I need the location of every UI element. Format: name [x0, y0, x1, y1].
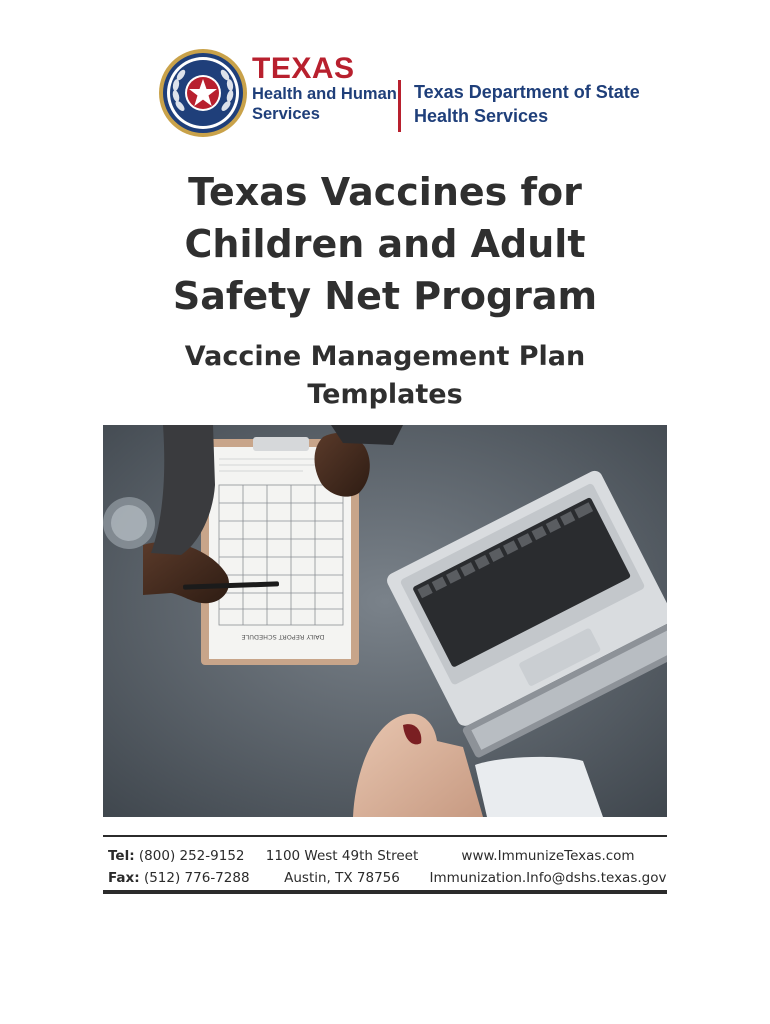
header-logos	[0, 44, 770, 140]
footer-rule-bottom	[103, 890, 667, 894]
address-line-1: 1100 West 49th Street	[265, 848, 419, 864]
hhs-logo-line2: Health and Human	[252, 85, 397, 103]
tel-label: Tel:	[108, 848, 135, 864]
title-line-3: Safety Net Program	[172, 274, 598, 318]
email-link[interactable]: Immunization.Info@dshs.texas.gov	[429, 870, 667, 886]
dshs-logo-line1: Texas Department of State	[414, 82, 640, 102]
footer-rule-top	[103, 835, 667, 837]
footer-fax	[108, 867, 250, 889]
title-line-2: Children and Adult	[184, 222, 586, 266]
clipboard-caption: DAILY REPORT SCHEDULE	[241, 633, 325, 641]
document-subtitle	[0, 338, 770, 414]
photo-illustration-icon	[103, 425, 667, 817]
fax-value: (512) 776-7288	[143, 870, 250, 886]
hhs-logo-text	[252, 54, 397, 124]
footer-phone-fax	[108, 845, 250, 889]
hhs-logo-line3: Services	[252, 105, 320, 123]
fax-label: Fax:	[108, 870, 140, 886]
footer-address	[262, 845, 422, 889]
document-title	[0, 166, 770, 322]
subtitle-line-1: Vaccine Management Plan	[184, 341, 586, 372]
website-link[interactable]: www.ImmunizeTexas.com	[461, 848, 635, 864]
footer-web-email	[424, 845, 672, 889]
cover-photo	[103, 425, 667, 817]
tel-value: (800) 252-9152	[138, 848, 245, 864]
logo-divider	[398, 80, 401, 132]
dshs-logo-line2: Health Services	[414, 106, 549, 126]
address-line-2: Austin, TX 78756	[284, 870, 400, 886]
title-line-1: Texas Vaccines for	[188, 170, 582, 214]
dshs-logo-text	[414, 80, 640, 128]
texas-seal-icon	[158, 48, 248, 138]
hhs-logo-texas: TEXAS	[252, 52, 355, 85]
footer-tel	[108, 845, 250, 867]
subtitle-line-2: Templates	[307, 379, 463, 410]
